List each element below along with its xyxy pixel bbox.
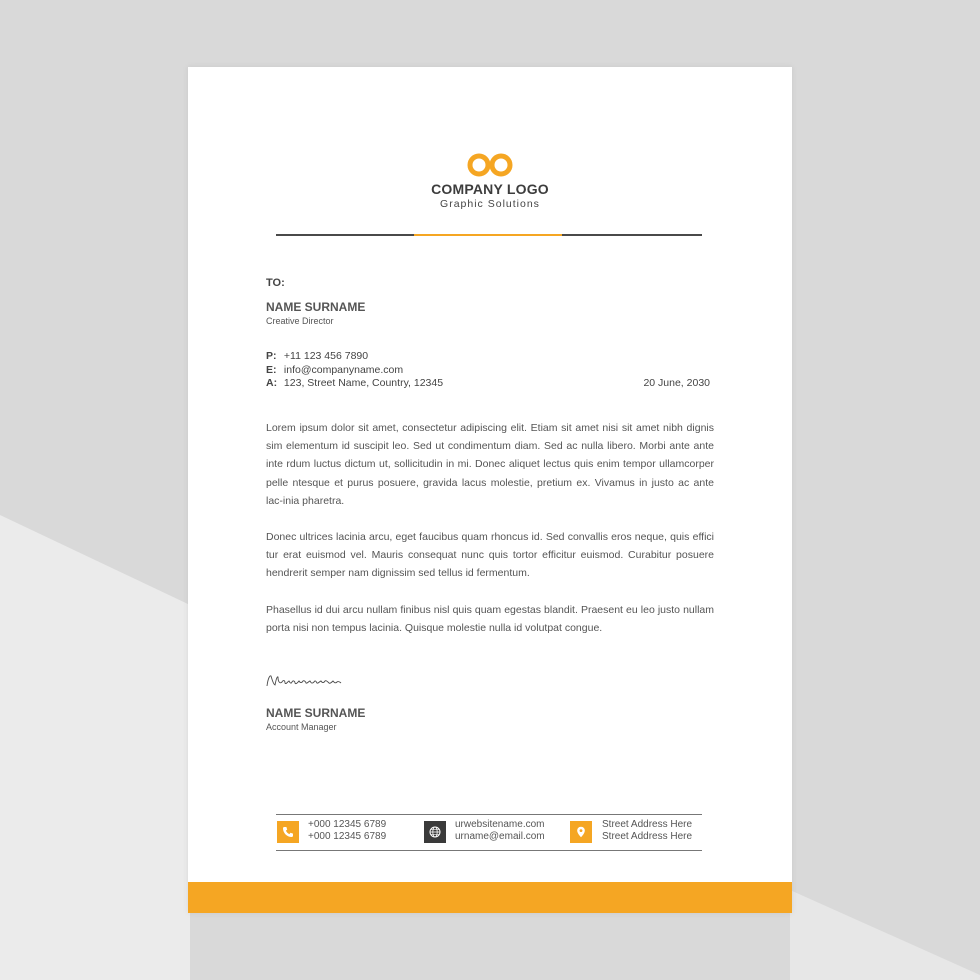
signatory-name: NAME SURNAME — [266, 706, 366, 720]
header-divider-accent — [414, 234, 562, 236]
letter-date: 20 June, 2030 — [643, 377, 710, 389]
location-pin-icon — [570, 821, 592, 843]
contact-address-value: 123, Street Name, Country, 12345 — [283, 377, 444, 389]
contact-phone — [266, 350, 368, 362]
contact-email-value: info@companyname.com — [283, 364, 404, 376]
header-divider-left — [276, 234, 414, 236]
infinity-icon — [466, 151, 514, 179]
footer-website: urwebsitename.com — [455, 819, 545, 830]
contact-address-label: A: — [266, 377, 278, 389]
contact-address — [266, 377, 443, 389]
logo-subtitle: Graphic Solutions — [440, 198, 540, 210]
body-paragraph-3: Phasellus id dui arcu nullam finibus nisl quis quam egestas blandit. Praesent eu leo justo nullam porta nisi non tempus lacinia. Quisque molestie nulla id volutpat congue. — [266, 604, 714, 635]
body-paragraph-1: Lorem ipsum dolor sit amet, consectetur adipiscing elit. Etiam sit amet nisi sit amet nibh dignis sim elementum id suscipit leo. Sed ut condimentum diam. Sed ac nulla libero. Morbi ante ante inte rdum luctus dictum ut, sollicitudin in mi. Donec aliquet lectus quis enim tempor ullamcorper pelle ntesque et purus posuere, gravida lacus molestie, pretium ex. Vivamus in justo ac ante lac-inia pharetra. — [266, 422, 714, 507]
contact-email-label: E: — [266, 364, 277, 376]
handwritten-signature — [264, 670, 344, 692]
signatory-title: Account Manager — [266, 722, 337, 732]
contact-email — [266, 364, 403, 376]
phone-icon — [277, 821, 299, 843]
footer-phone-1: +000 12345 6789 — [308, 819, 387, 830]
body-paragraph-2: Donec ultrices lacinia arcu, eget faucibus quam rhoncus id. Sed convallis eros neque, quis effici tur erat euismod vel. Mauris consequat nunc quis tortor efficitur euismod. Curabitur posuere hendrerit semper nam dignissim sed tellus id fermentum. — [266, 531, 714, 580]
contact-phone-value: +11 123 456 7890 — [283, 350, 369, 362]
contact-phone-label: P: — [266, 350, 277, 362]
logo-title: COMPANY LOGO — [431, 181, 549, 197]
footer-address-2: Street Address Here — [602, 831, 693, 842]
recipient-title: Creative Director — [266, 316, 334, 326]
footer-email: urname@email.com — [455, 831, 545, 842]
letterhead-page — [188, 67, 792, 913]
footer-divider-top — [276, 814, 702, 815]
globe-icon — [424, 821, 446, 843]
footer-web — [455, 819, 545, 843]
footer-divider-bottom — [276, 850, 702, 851]
footer-phone-2: +000 12345 6789 — [308, 831, 387, 842]
company-logo — [188, 151, 792, 210]
bottom-accent-bar — [188, 882, 792, 913]
footer-address-1: Street Address Here — [602, 819, 693, 830]
header-divider-right — [562, 234, 702, 236]
footer-address — [602, 819, 692, 843]
recipient-name: NAME SURNAME — [266, 300, 366, 314]
to-label: TO: — [266, 277, 285, 289]
footer-phone — [308, 819, 386, 843]
